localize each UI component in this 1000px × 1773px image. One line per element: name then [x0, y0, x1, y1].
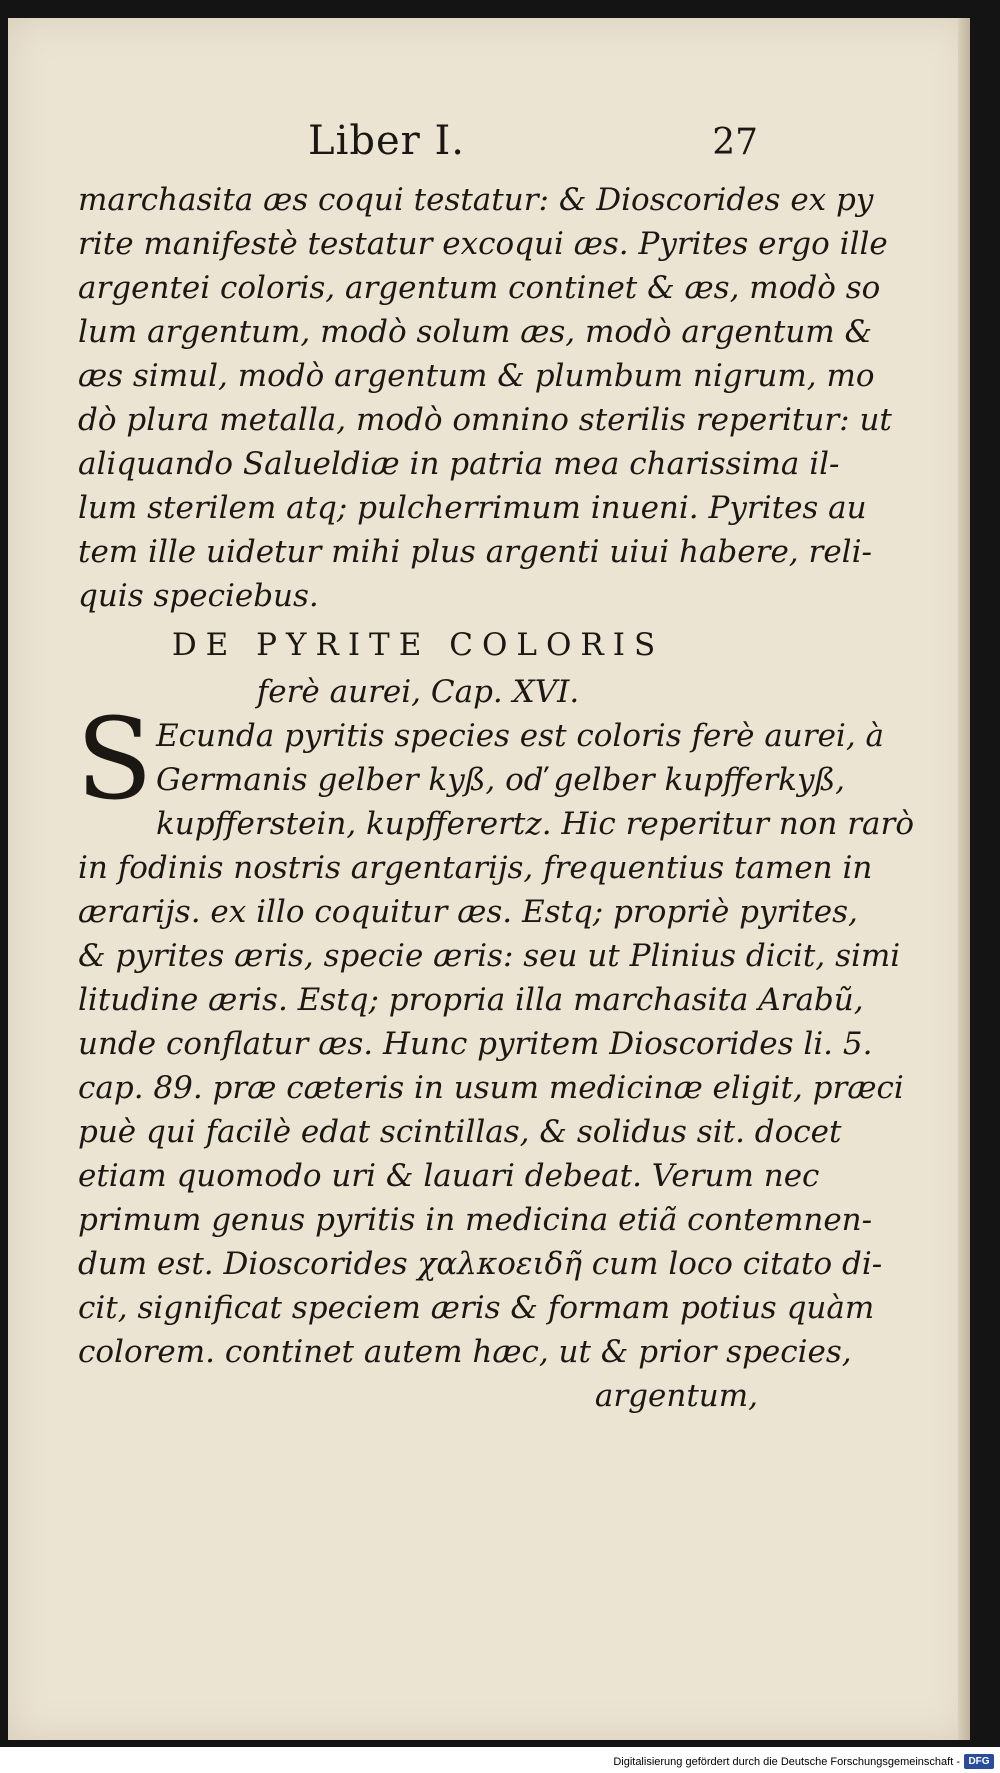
text-line: rite manifestè testatur excoqui æs. Pyrites ergo ille — [78, 226, 888, 262]
text-line: puè qui facilè edat scintillas, & solidus sit. docet — [78, 1114, 842, 1150]
text-line: dum est. Dioscorides χαλκοειδῆ cum loco citato di- — [78, 1246, 883, 1282]
text-line: colorem. continet autem hæc, ut & prior species, — [78, 1334, 852, 1370]
running-head: Liber I. — [308, 118, 465, 164]
text-block — [76, 118, 914, 1418]
footer-strip — [0, 1747, 1000, 1773]
page-number: 27 — [712, 122, 758, 163]
text-line: litudine æris. Estq; propria illa marchasita Arabũ, — [78, 982, 864, 1018]
catchword: argentum, — [594, 1378, 758, 1414]
text-line: quis speciebus. — [78, 578, 319, 614]
text-line: lum argentum, modò solum æs, modò argentum & — [78, 314, 873, 350]
page-header — [78, 118, 758, 178]
drop-cap: S — [76, 695, 153, 825]
text-line: in fodinis nostris argentarijs, frequentius tamen in — [78, 850, 873, 886]
text-line: aliquando Salueldiæ in patria mea charissima il- — [78, 446, 840, 482]
paragraph-1 — [78, 178, 892, 618]
funding-notice: Digitalisierung gefördert durch die Deutsche Forschungsgemeinschaft - — [613, 1756, 960, 1768]
dfg-logo-icon: DFG — [964, 1754, 994, 1769]
text-line: æs simul, modò argentum & plumbum nigrum, mo — [78, 358, 875, 394]
text-line: marchasita æs coqui testatur: & Dioscorides ex py — [78, 182, 874, 218]
book-page — [8, 18, 970, 1740]
text-line: tem ille uidetur mihi plus argenti uiui habere, reli- — [78, 534, 872, 570]
text-line: cit, significat speciem æris & formam potius quàm — [78, 1290, 875, 1326]
chapter-heading: DE PYRITE COLORIS — [171, 627, 665, 663]
text-line: primum genus pyritis in medicina etiã contemnen- — [78, 1202, 873, 1238]
text-line: lum sterilem atq; pulcherrimum inueni. Pyrites au — [78, 490, 867, 526]
text-line: unde conflatur æs. Hunc pyritem Dioscorides li. 5. — [78, 1026, 873, 1062]
chapter-subheading: ferè aurei, Cap. XVI. — [256, 674, 580, 710]
text-line: argentei coloris, argentum continet & æs, modò so — [78, 270, 881, 306]
text-line: kupfferstein, kupfferertz. Hic reperitur non rarò — [156, 806, 914, 842]
text-line: & pyrites æris, specie æris: seu ut Plinius dicit, simi — [78, 938, 901, 974]
text-line: etiam quomodo uri & lauari debeat. Verum nec — [78, 1158, 820, 1194]
text-line: Germanis gelber kyß, oď gelber kupfferkyß, — [156, 762, 846, 798]
text-line: cap. 89. præ cæteris in usum medicinæ eligit, præci — [78, 1070, 904, 1106]
paragraph-2 — [76, 695, 914, 1374]
text-line: ærarijs. ex illo coquitur æs. Estq; propriè pyrites, — [78, 894, 858, 930]
text-line: Ecunda pyritis species est coloris ferè aurei, à — [156, 718, 885, 754]
text-line: dò plura metalla, modò omnino sterilis reperitur: ut — [78, 402, 892, 438]
page-edge — [958, 18, 970, 1740]
